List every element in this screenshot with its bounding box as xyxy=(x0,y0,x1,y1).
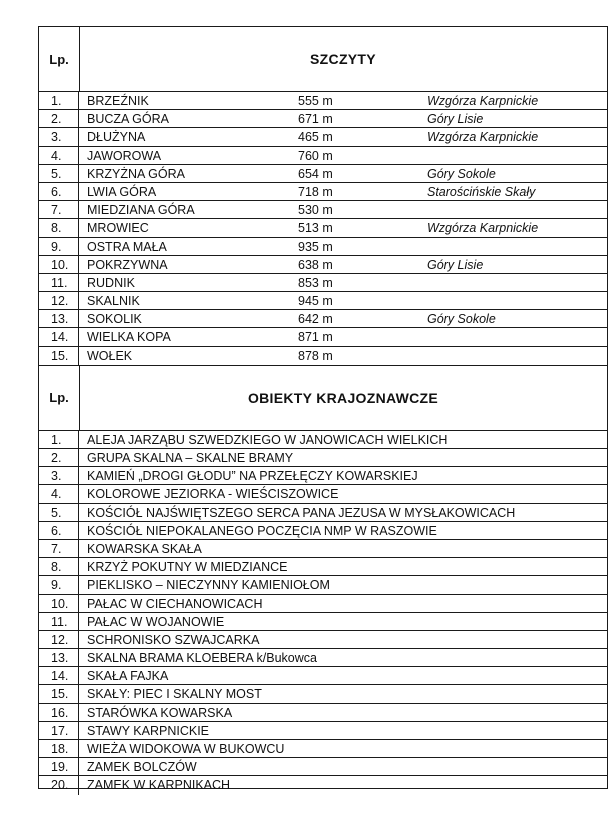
attractions-title: OBIEKTY KRAJOZNAWCZE xyxy=(247,389,439,406)
row-number: 14. xyxy=(39,667,79,684)
peak-row xyxy=(39,110,607,128)
peak-range: Góry Sokole xyxy=(427,166,496,181)
peak-altitude: 853 m xyxy=(298,275,333,290)
attraction-name: SCHRONISKO SZWAJCARKA xyxy=(87,632,260,647)
peak-row xyxy=(39,292,607,310)
attractions-lp-header: Lp. xyxy=(39,366,80,430)
row-number: 4. xyxy=(39,485,79,502)
peak-altitude: 530 m xyxy=(298,203,333,218)
attraction-name: PAŁAC W WOJANOWIE xyxy=(87,614,225,629)
peak-row xyxy=(39,147,607,165)
peak-name: WIELKA KOPA xyxy=(87,330,171,345)
peak-altitude: 878 m xyxy=(298,348,333,363)
peak-altitude: 935 m xyxy=(298,239,333,254)
peak-row xyxy=(39,165,607,183)
peak-name: BRZEŹNIK xyxy=(87,94,149,108)
peak-row xyxy=(39,256,607,274)
attraction-row xyxy=(39,649,607,667)
peak-altitude: 465 m xyxy=(298,130,333,145)
row-number: 3. xyxy=(39,128,79,145)
peak-name: LWIA GÓRA xyxy=(87,184,157,199)
attraction-name: KOŚCIÓŁ NAJŚWIĘTSZEGO SERCA PANA JEZUSA W MYSŁAKOWICACH xyxy=(87,505,516,520)
attraction-name: KAMIEŃ „DROGI GŁODU” NA PRZEŁĘCZY KOWARSKIEJ xyxy=(87,469,418,484)
attraction-row xyxy=(39,449,607,467)
peak-altitude: 760 m xyxy=(298,148,333,163)
attractions-header xyxy=(39,365,607,431)
attraction-row xyxy=(39,740,607,758)
peak-name: JAWOROWA xyxy=(87,148,162,163)
attraction-row xyxy=(39,485,607,503)
peak-row xyxy=(39,238,607,256)
row-number: 2. xyxy=(39,449,79,466)
peak-name: SOKOLIK xyxy=(87,312,142,327)
row-number: 12. xyxy=(39,292,79,309)
row-number: 8. xyxy=(39,558,79,575)
row-number: 7. xyxy=(39,201,79,218)
row-number: 15. xyxy=(39,347,79,365)
row-number: 9. xyxy=(39,238,79,255)
attraction-row xyxy=(39,504,607,522)
row-number: 4. xyxy=(39,147,79,164)
peak-name: RUDNIK xyxy=(87,275,135,290)
row-number: 13. xyxy=(39,310,79,327)
row-number: 10. xyxy=(39,256,79,273)
peak-altitude: 513 m xyxy=(298,221,333,236)
attraction-row xyxy=(39,522,607,540)
peak-row xyxy=(39,347,607,365)
attraction-row xyxy=(39,613,607,631)
attraction-name: STAWY KARPNICKIE xyxy=(87,723,210,738)
peak-row xyxy=(39,274,607,292)
attraction-row xyxy=(39,631,607,649)
attraction-name: KOLOROWE JEZIORKA - WIEŚCISZOWICE xyxy=(87,487,339,502)
row-number: 12. xyxy=(39,631,79,648)
peak-name: WOŁEK xyxy=(87,348,133,363)
row-number: 5. xyxy=(39,504,79,521)
peak-row xyxy=(39,310,607,328)
attraction-name: KOWARSKA SKAŁA xyxy=(87,541,202,556)
attraction-row xyxy=(39,576,607,594)
attraction-row xyxy=(39,540,607,558)
peaks-lp-header: Lp. xyxy=(39,27,80,91)
peak-range: Wzgórza Karpnickie xyxy=(427,221,539,236)
row-number: 16. xyxy=(39,704,79,721)
peak-range: Wzgórza Karpnickie xyxy=(427,130,539,145)
attraction-name: KRZYŻ POKUTNY W MIEDZIANCE xyxy=(87,560,288,575)
attraction-name: PIEKLISKO – NIECZYNNY KAMIENIOŁOM xyxy=(87,578,330,593)
attraction-name: KOŚCIÓŁ NIEPOKALANEGO POCZĘCIA NMP W RASZOWIE xyxy=(87,523,437,538)
attraction-name: GRUPA SKALNA – SKALNE BRAMY xyxy=(87,451,294,465)
attraction-row xyxy=(39,467,607,485)
peak-name: SKALNIK xyxy=(87,294,140,309)
peak-altitude: 654 m xyxy=(298,166,333,181)
row-number: 1. xyxy=(39,92,79,109)
row-number: 1. xyxy=(39,431,79,448)
row-number: 5. xyxy=(39,165,79,182)
peak-row xyxy=(39,328,607,346)
peak-row xyxy=(39,201,607,219)
row-number: 8. xyxy=(39,219,79,236)
peaks-header xyxy=(39,27,607,92)
peak-range: Góry Lisie xyxy=(427,257,484,272)
attraction-name: PAŁAC W CIECHANOWICACH xyxy=(87,596,263,611)
row-number: 11. xyxy=(39,613,79,630)
row-number: 15. xyxy=(39,685,79,702)
row-number: 19. xyxy=(39,758,79,775)
peak-range: Góry Sokole xyxy=(427,312,496,327)
peak-row xyxy=(39,219,607,237)
attraction-row xyxy=(39,758,607,776)
row-number: 11. xyxy=(39,274,79,291)
peak-name: MIEDZIANA GÓRA xyxy=(87,203,195,218)
attraction-row xyxy=(39,722,607,740)
row-number: 10. xyxy=(39,595,79,612)
peak-name: KRZYŻNA GÓRA xyxy=(87,166,185,181)
peak-name: BUCZA GÓRA xyxy=(87,112,169,127)
attractions-list xyxy=(39,431,607,795)
row-number: 3. xyxy=(39,467,79,484)
peak-name: MROWIEC xyxy=(87,221,149,236)
attraction-row xyxy=(39,667,607,685)
attraction-name: ALEJA JARZĄBU SZWEDZKIEGO W JANOWICACH WIELKICH xyxy=(87,432,448,447)
document-table xyxy=(38,26,608,793)
peaks-list xyxy=(39,92,607,365)
attraction-name: WIEŻA WIDOKOWA W BUKOWCU xyxy=(87,742,285,756)
attraction-row xyxy=(39,431,607,449)
peak-altitude: 642 m xyxy=(298,312,333,327)
peak-name: POKRZYWNA xyxy=(87,257,168,272)
attraction-row xyxy=(39,595,607,613)
attraction-name: ZAMEK BOLCZÓW xyxy=(87,760,197,775)
attraction-name: ZAMEK W KARPNIKACH xyxy=(87,778,231,793)
peak-row xyxy=(39,92,607,110)
row-number: 2. xyxy=(39,110,79,127)
attraction-row xyxy=(39,704,607,722)
row-number: 7. xyxy=(39,540,79,557)
peak-altitude: 638 m xyxy=(298,257,333,272)
attraction-name: SKALNA BRAMA KLOEBERA k/Bukowca xyxy=(87,651,317,666)
peak-altitude: 718 m xyxy=(298,184,333,199)
row-number: 17. xyxy=(39,722,79,739)
attraction-row xyxy=(39,685,607,703)
peak-altitude: 945 m xyxy=(298,294,333,309)
row-number: 14. xyxy=(39,328,79,345)
peak-altitude: 671 m xyxy=(298,112,333,127)
peak-altitude: 871 m xyxy=(298,330,333,345)
peaks-title: SZCZYTY xyxy=(310,51,376,67)
attraction-name: SKAŁA FAJKA xyxy=(87,669,169,684)
peak-altitude: 555 m xyxy=(298,94,333,108)
row-number: 20. xyxy=(39,776,79,794)
row-number: 9. xyxy=(39,576,79,593)
row-number: 13. xyxy=(39,649,79,666)
peak-range: Starościńskie Skały xyxy=(427,184,536,199)
peak-name: DŁUŻYNA xyxy=(87,130,146,145)
attraction-name: STARÓWKA KOWARSKA xyxy=(87,705,233,720)
attraction-row xyxy=(39,776,607,794)
peak-range: Wzgórza Karpnickie xyxy=(427,94,539,108)
attraction-name: SKAŁY: PIEC I SKALNY MOST xyxy=(87,687,262,702)
peak-name: OSTRA MAŁA xyxy=(87,239,167,254)
attraction-row xyxy=(39,558,607,576)
row-number: 6. xyxy=(39,522,79,539)
row-number: 6. xyxy=(39,183,79,200)
row-number: 18. xyxy=(39,740,79,757)
peak-row xyxy=(39,128,607,146)
peak-range: Góry Lisie xyxy=(427,112,484,127)
peak-row xyxy=(39,183,607,201)
